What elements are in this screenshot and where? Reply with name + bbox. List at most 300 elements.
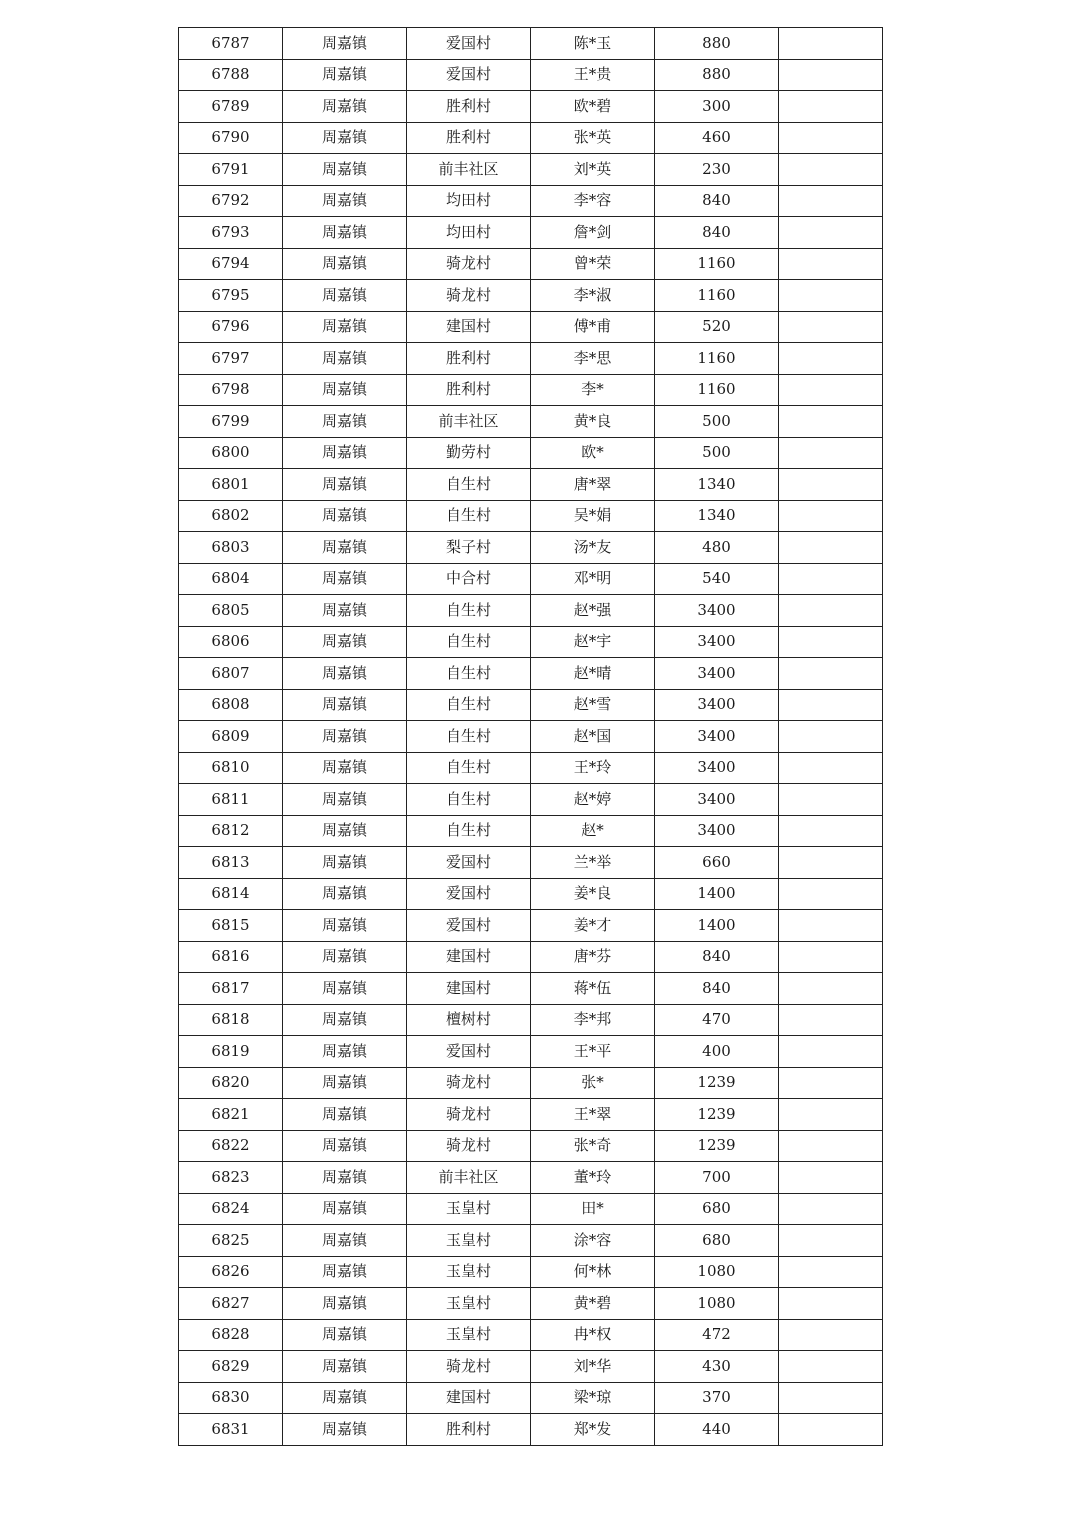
table-row xyxy=(179,595,883,627)
table-row xyxy=(179,217,883,249)
row-number-cell: 6818 xyxy=(179,1004,283,1036)
town-cell: 周嘉镇 xyxy=(283,973,407,1005)
name-cell: 赵* xyxy=(531,815,655,847)
name-cell: 邓*明 xyxy=(531,563,655,595)
note-cell xyxy=(779,1099,883,1131)
name-cell: 梁*琼 xyxy=(531,1382,655,1414)
name-cell: 欧* xyxy=(531,437,655,469)
town-cell: 周嘉镇 xyxy=(283,847,407,879)
row-number-cell: 6803 xyxy=(179,532,283,564)
town-cell: 周嘉镇 xyxy=(283,1256,407,1288)
note-cell xyxy=(779,1162,883,1194)
town-cell: 周嘉镇 xyxy=(283,469,407,501)
table-row xyxy=(179,910,883,942)
town-cell: 周嘉镇 xyxy=(283,28,407,60)
amount-cell: 400 xyxy=(655,1036,779,1068)
name-cell: 欧*碧 xyxy=(531,91,655,123)
table-row xyxy=(179,1193,883,1225)
amount-cell: 840 xyxy=(655,973,779,1005)
amount-cell: 430 xyxy=(655,1351,779,1383)
name-cell: 刘*英 xyxy=(531,154,655,186)
row-number-cell: 6805 xyxy=(179,595,283,627)
village-cell: 梨子村 xyxy=(407,532,531,564)
amount-cell: 1340 xyxy=(655,469,779,501)
note-cell xyxy=(779,1193,883,1225)
row-number-cell: 6816 xyxy=(179,941,283,973)
village-cell: 骑龙村 xyxy=(407,248,531,280)
amount-cell: 472 xyxy=(655,1319,779,1351)
row-number-cell: 6826 xyxy=(179,1256,283,1288)
note-cell xyxy=(779,1067,883,1099)
table-row xyxy=(179,406,883,438)
note-cell xyxy=(779,122,883,154)
table-row xyxy=(179,1351,883,1383)
note-cell xyxy=(779,343,883,375)
town-cell: 周嘉镇 xyxy=(283,1319,407,1351)
village-cell: 胜利村 xyxy=(407,122,531,154)
village-cell: 均田村 xyxy=(407,185,531,217)
village-cell: 前丰社区 xyxy=(407,1162,531,1194)
town-cell: 周嘉镇 xyxy=(283,815,407,847)
table-row xyxy=(179,1130,883,1162)
town-cell: 周嘉镇 xyxy=(283,878,407,910)
village-cell: 玉皇村 xyxy=(407,1225,531,1257)
town-cell: 周嘉镇 xyxy=(283,406,407,438)
note-cell xyxy=(779,406,883,438)
row-number-cell: 6801 xyxy=(179,469,283,501)
town-cell: 周嘉镇 xyxy=(283,1067,407,1099)
amount-cell: 540 xyxy=(655,563,779,595)
town-cell: 周嘉镇 xyxy=(283,1351,407,1383)
village-cell: 胜利村 xyxy=(407,1414,531,1446)
table-row xyxy=(179,721,883,753)
name-cell: 姜*才 xyxy=(531,910,655,942)
village-cell: 前丰社区 xyxy=(407,154,531,186)
village-cell: 建国村 xyxy=(407,311,531,343)
town-cell: 周嘉镇 xyxy=(283,1099,407,1131)
table-row xyxy=(179,1162,883,1194)
table-row xyxy=(179,1288,883,1320)
amount-cell: 520 xyxy=(655,311,779,343)
town-cell: 周嘉镇 xyxy=(283,910,407,942)
name-cell: 唐*翠 xyxy=(531,469,655,501)
amount-cell: 840 xyxy=(655,217,779,249)
town-cell: 周嘉镇 xyxy=(283,1414,407,1446)
village-cell: 胜利村 xyxy=(407,91,531,123)
table-row xyxy=(179,437,883,469)
amount-cell: 300 xyxy=(655,91,779,123)
name-cell: 张* xyxy=(531,1067,655,1099)
village-cell: 前丰社区 xyxy=(407,406,531,438)
town-cell: 周嘉镇 xyxy=(283,689,407,721)
table-row xyxy=(179,941,883,973)
amount-cell: 370 xyxy=(655,1382,779,1414)
table-row xyxy=(179,1067,883,1099)
town-cell: 周嘉镇 xyxy=(283,1382,407,1414)
town-cell: 周嘉镇 xyxy=(283,595,407,627)
village-cell: 玉皇村 xyxy=(407,1256,531,1288)
village-cell: 檀树村 xyxy=(407,1004,531,1036)
name-cell: 唐*芬 xyxy=(531,941,655,973)
town-cell: 周嘉镇 xyxy=(283,500,407,532)
village-cell: 建国村 xyxy=(407,1382,531,1414)
amount-cell: 500 xyxy=(655,437,779,469)
table-row xyxy=(179,1004,883,1036)
note-cell xyxy=(779,1319,883,1351)
name-cell: 郑*发 xyxy=(531,1414,655,1446)
name-cell: 涂*容 xyxy=(531,1225,655,1257)
village-cell: 自生村 xyxy=(407,469,531,501)
row-number-cell: 6796 xyxy=(179,311,283,343)
village-cell: 自生村 xyxy=(407,500,531,532)
name-cell: 李* xyxy=(531,374,655,406)
note-cell xyxy=(779,1036,883,1068)
name-cell: 刘*华 xyxy=(531,1351,655,1383)
town-cell: 周嘉镇 xyxy=(283,91,407,123)
town-cell: 周嘉镇 xyxy=(283,941,407,973)
village-cell: 自生村 xyxy=(407,815,531,847)
row-number-cell: 6830 xyxy=(179,1382,283,1414)
name-cell: 张*英 xyxy=(531,122,655,154)
row-number-cell: 6787 xyxy=(179,28,283,60)
table-row xyxy=(179,1256,883,1288)
table-row xyxy=(179,815,883,847)
village-cell: 自生村 xyxy=(407,721,531,753)
note-cell xyxy=(779,91,883,123)
town-cell: 周嘉镇 xyxy=(283,752,407,784)
name-cell: 冉*权 xyxy=(531,1319,655,1351)
note-cell xyxy=(779,721,883,753)
note-cell xyxy=(779,595,883,627)
village-cell: 爱国村 xyxy=(407,28,531,60)
note-cell xyxy=(779,248,883,280)
amount-cell: 1160 xyxy=(655,374,779,406)
village-cell: 建国村 xyxy=(407,973,531,1005)
table-row xyxy=(179,752,883,784)
amount-cell: 680 xyxy=(655,1193,779,1225)
amount-cell: 3400 xyxy=(655,595,779,627)
note-cell xyxy=(779,311,883,343)
row-number-cell: 6819 xyxy=(179,1036,283,1068)
row-number-cell: 6802 xyxy=(179,500,283,532)
village-cell: 爱国村 xyxy=(407,878,531,910)
name-cell: 姜*良 xyxy=(531,878,655,910)
row-number-cell: 6804 xyxy=(179,563,283,595)
table-row xyxy=(179,91,883,123)
amount-cell: 700 xyxy=(655,1162,779,1194)
amount-cell: 1239 xyxy=(655,1099,779,1131)
name-cell: 王*玲 xyxy=(531,752,655,784)
amount-cell: 1080 xyxy=(655,1288,779,1320)
village-cell: 自生村 xyxy=(407,689,531,721)
row-number-cell: 6822 xyxy=(179,1130,283,1162)
village-cell: 均田村 xyxy=(407,217,531,249)
amount-cell: 1160 xyxy=(655,280,779,312)
note-cell xyxy=(779,1130,883,1162)
name-cell: 汤*友 xyxy=(531,532,655,564)
table-row xyxy=(179,1414,883,1446)
village-cell: 爱国村 xyxy=(407,59,531,91)
village-cell: 自生村 xyxy=(407,784,531,816)
amount-cell: 3400 xyxy=(655,752,779,784)
note-cell xyxy=(779,185,883,217)
table-row xyxy=(179,626,883,658)
name-cell: 赵*强 xyxy=(531,595,655,627)
amount-cell: 1160 xyxy=(655,248,779,280)
amount-cell: 660 xyxy=(655,847,779,879)
table-row xyxy=(179,59,883,91)
town-cell: 周嘉镇 xyxy=(283,343,407,375)
town-cell: 周嘉镇 xyxy=(283,1036,407,1068)
village-cell: 骑龙村 xyxy=(407,1099,531,1131)
village-cell: 胜利村 xyxy=(407,343,531,375)
note-cell xyxy=(779,752,883,784)
row-number-cell: 6792 xyxy=(179,185,283,217)
village-cell: 建国村 xyxy=(407,941,531,973)
village-cell: 自生村 xyxy=(407,595,531,627)
row-number-cell: 6817 xyxy=(179,973,283,1005)
town-cell: 周嘉镇 xyxy=(283,154,407,186)
amount-cell: 1400 xyxy=(655,910,779,942)
row-number-cell: 6791 xyxy=(179,154,283,186)
name-cell: 兰*举 xyxy=(531,847,655,879)
note-cell xyxy=(779,1004,883,1036)
name-cell: 李*淑 xyxy=(531,280,655,312)
row-number-cell: 6807 xyxy=(179,658,283,690)
table-body xyxy=(179,28,883,1446)
row-number-cell: 6820 xyxy=(179,1067,283,1099)
village-cell: 自生村 xyxy=(407,658,531,690)
note-cell xyxy=(779,784,883,816)
table-row xyxy=(179,1099,883,1131)
town-cell: 周嘉镇 xyxy=(283,721,407,753)
table-row xyxy=(179,532,883,564)
village-cell: 胜利村 xyxy=(407,374,531,406)
table-row xyxy=(179,973,883,1005)
table-row xyxy=(179,28,883,60)
town-cell: 周嘉镇 xyxy=(283,248,407,280)
town-cell: 周嘉镇 xyxy=(283,217,407,249)
village-cell: 爱国村 xyxy=(407,910,531,942)
name-cell: 赵*国 xyxy=(531,721,655,753)
amount-cell: 3400 xyxy=(655,689,779,721)
note-cell xyxy=(779,1288,883,1320)
table-row xyxy=(179,1319,883,1351)
row-number-cell: 6797 xyxy=(179,343,283,375)
row-number-cell: 6824 xyxy=(179,1193,283,1225)
village-cell: 骑龙村 xyxy=(407,1067,531,1099)
town-cell: 周嘉镇 xyxy=(283,626,407,658)
town-cell: 周嘉镇 xyxy=(283,437,407,469)
town-cell: 周嘉镇 xyxy=(283,311,407,343)
name-cell: 王*翠 xyxy=(531,1099,655,1131)
town-cell: 周嘉镇 xyxy=(283,1193,407,1225)
subsidy-roster-table xyxy=(178,27,883,1446)
row-number-cell: 6808 xyxy=(179,689,283,721)
town-cell: 周嘉镇 xyxy=(283,1225,407,1257)
row-number-cell: 6795 xyxy=(179,280,283,312)
village-cell: 爱国村 xyxy=(407,847,531,879)
town-cell: 周嘉镇 xyxy=(283,1162,407,1194)
note-cell xyxy=(779,847,883,879)
name-cell: 李*思 xyxy=(531,343,655,375)
town-cell: 周嘉镇 xyxy=(283,563,407,595)
amount-cell: 500 xyxy=(655,406,779,438)
name-cell: 黄*良 xyxy=(531,406,655,438)
table-row xyxy=(179,658,883,690)
name-cell: 董*玲 xyxy=(531,1162,655,1194)
name-cell: 蒋*伍 xyxy=(531,973,655,1005)
note-cell xyxy=(779,59,883,91)
town-cell: 周嘉镇 xyxy=(283,122,407,154)
table-row xyxy=(179,689,883,721)
note-cell xyxy=(779,973,883,1005)
table-row xyxy=(179,1225,883,1257)
row-number-cell: 6828 xyxy=(179,1319,283,1351)
name-cell: 曾*荣 xyxy=(531,248,655,280)
town-cell: 周嘉镇 xyxy=(283,185,407,217)
note-cell xyxy=(779,1225,883,1257)
note-cell xyxy=(779,217,883,249)
amount-cell: 3400 xyxy=(655,721,779,753)
name-cell: 赵*婷 xyxy=(531,784,655,816)
village-cell: 中合村 xyxy=(407,563,531,595)
amount-cell: 840 xyxy=(655,941,779,973)
name-cell: 何*林 xyxy=(531,1256,655,1288)
row-number-cell: 6825 xyxy=(179,1225,283,1257)
name-cell: 李*容 xyxy=(531,185,655,217)
amount-cell: 3400 xyxy=(655,784,779,816)
table-row xyxy=(179,1382,883,1414)
row-number-cell: 6810 xyxy=(179,752,283,784)
row-number-cell: 6794 xyxy=(179,248,283,280)
note-cell xyxy=(779,689,883,721)
row-number-cell: 6790 xyxy=(179,122,283,154)
table-row xyxy=(179,185,883,217)
name-cell: 赵*宇 xyxy=(531,626,655,658)
table-row xyxy=(179,154,883,186)
row-number-cell: 6806 xyxy=(179,626,283,658)
town-cell: 周嘉镇 xyxy=(283,280,407,312)
table-row xyxy=(179,280,883,312)
note-cell xyxy=(779,910,883,942)
town-cell: 周嘉镇 xyxy=(283,784,407,816)
table-row xyxy=(179,847,883,879)
name-cell: 王*平 xyxy=(531,1036,655,1068)
village-cell: 骑龙村 xyxy=(407,1130,531,1162)
name-cell: 赵*雪 xyxy=(531,689,655,721)
table-row xyxy=(179,469,883,501)
note-cell xyxy=(779,1414,883,1446)
row-number-cell: 6789 xyxy=(179,91,283,123)
town-cell: 周嘉镇 xyxy=(283,1130,407,1162)
note-cell xyxy=(779,1382,883,1414)
note-cell xyxy=(779,374,883,406)
note-cell xyxy=(779,815,883,847)
name-cell: 赵*晴 xyxy=(531,658,655,690)
amount-cell: 440 xyxy=(655,1414,779,1446)
note-cell xyxy=(779,1351,883,1383)
row-number-cell: 6813 xyxy=(179,847,283,879)
row-number-cell: 6799 xyxy=(179,406,283,438)
village-cell: 勤劳村 xyxy=(407,437,531,469)
row-number-cell: 6800 xyxy=(179,437,283,469)
table-row xyxy=(179,1036,883,1068)
town-cell: 周嘉镇 xyxy=(283,374,407,406)
note-cell xyxy=(779,658,883,690)
amount-cell: 1239 xyxy=(655,1067,779,1099)
name-cell: 詹*剑 xyxy=(531,217,655,249)
row-number-cell: 6827 xyxy=(179,1288,283,1320)
village-cell: 骑龙村 xyxy=(407,280,531,312)
amount-cell: 1400 xyxy=(655,878,779,910)
table-row xyxy=(179,248,883,280)
amount-cell: 680 xyxy=(655,1225,779,1257)
note-cell xyxy=(779,626,883,658)
amount-cell: 460 xyxy=(655,122,779,154)
town-cell: 周嘉镇 xyxy=(283,658,407,690)
amount-cell: 1340 xyxy=(655,500,779,532)
village-cell: 骑龙村 xyxy=(407,1351,531,1383)
amount-cell: 470 xyxy=(655,1004,779,1036)
note-cell xyxy=(779,563,883,595)
table-row xyxy=(179,500,883,532)
name-cell: 傅*甫 xyxy=(531,311,655,343)
row-number-cell: 6788 xyxy=(179,59,283,91)
amount-cell: 880 xyxy=(655,28,779,60)
name-cell: 黄*碧 xyxy=(531,1288,655,1320)
village-cell: 自生村 xyxy=(407,752,531,784)
table-row xyxy=(179,563,883,595)
note-cell xyxy=(779,437,883,469)
note-cell xyxy=(779,280,883,312)
row-number-cell: 6811 xyxy=(179,784,283,816)
table-row xyxy=(179,374,883,406)
note-cell xyxy=(779,941,883,973)
town-cell: 周嘉镇 xyxy=(283,532,407,564)
table-row xyxy=(179,784,883,816)
table-row xyxy=(179,343,883,375)
note-cell xyxy=(779,154,883,186)
name-cell: 李*邦 xyxy=(531,1004,655,1036)
name-cell: 陈*玉 xyxy=(531,28,655,60)
village-cell: 玉皇村 xyxy=(407,1193,531,1225)
amount-cell: 3400 xyxy=(655,658,779,690)
amount-cell: 230 xyxy=(655,154,779,186)
row-number-cell: 6823 xyxy=(179,1162,283,1194)
amount-cell: 3400 xyxy=(655,815,779,847)
note-cell xyxy=(779,532,883,564)
village-cell: 玉皇村 xyxy=(407,1288,531,1320)
row-number-cell: 6798 xyxy=(179,374,283,406)
village-cell: 自生村 xyxy=(407,626,531,658)
name-cell: 王*贵 xyxy=(531,59,655,91)
amount-cell: 1080 xyxy=(655,1256,779,1288)
row-number-cell: 6831 xyxy=(179,1414,283,1446)
amount-cell: 840 xyxy=(655,185,779,217)
name-cell: 张*奇 xyxy=(531,1130,655,1162)
row-number-cell: 6812 xyxy=(179,815,283,847)
row-number-cell: 6814 xyxy=(179,878,283,910)
name-cell: 吴*娟 xyxy=(531,500,655,532)
note-cell xyxy=(779,469,883,501)
amount-cell: 1239 xyxy=(655,1130,779,1162)
table-row xyxy=(179,122,883,154)
note-cell xyxy=(779,1256,883,1288)
row-number-cell: 6821 xyxy=(179,1099,283,1131)
village-cell: 玉皇村 xyxy=(407,1319,531,1351)
table-row xyxy=(179,878,883,910)
